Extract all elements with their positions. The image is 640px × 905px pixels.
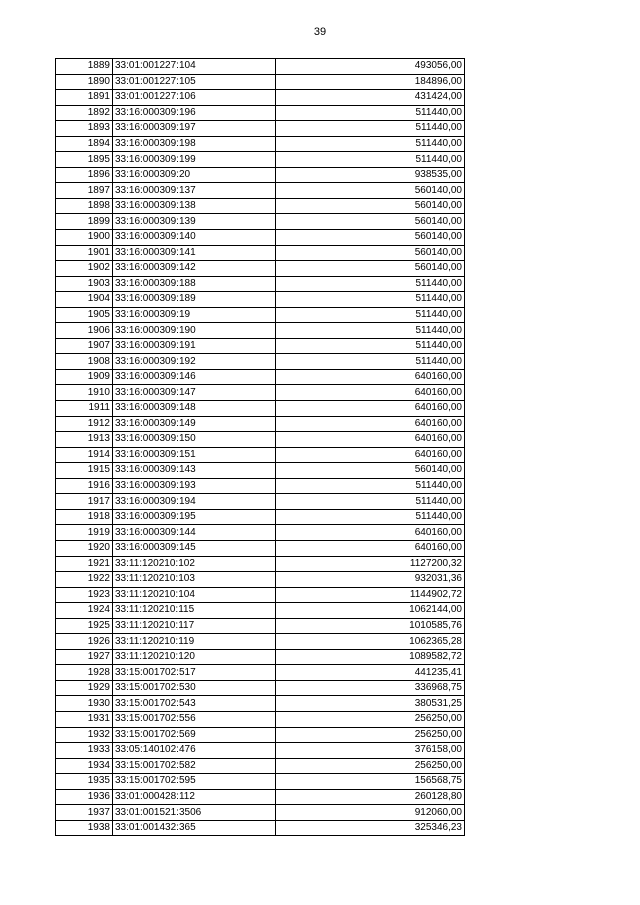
value-cell: 560140,00 — [276, 261, 465, 277]
cadastral-number-cell: 33:11:120210:117 — [113, 618, 276, 634]
value-cell: 336968,75 — [276, 680, 465, 696]
row-number-cell: 1902 — [56, 261, 113, 277]
table-row — [56, 587, 465, 603]
value-cell: 156568,75 — [276, 774, 465, 790]
table-row — [56, 167, 465, 183]
table-row — [56, 105, 465, 121]
value-cell: 560140,00 — [276, 183, 465, 199]
table-row — [56, 183, 465, 199]
value-cell: 560140,00 — [276, 214, 465, 230]
value-cell: 560140,00 — [276, 230, 465, 246]
cadastral-number-cell: 33:16:000309:145 — [113, 540, 276, 556]
row-number-cell: 1907 — [56, 338, 113, 354]
cadastral-number-cell: 33:01:001227:105 — [113, 74, 276, 90]
table-row — [56, 743, 465, 759]
table-row — [56, 230, 465, 246]
cadastral-number-cell: 33:01:001432:365 — [113, 820, 276, 836]
row-number-cell: 1916 — [56, 478, 113, 494]
value-cell: 932031,36 — [276, 572, 465, 588]
cadastral-number-cell: 33:16:000309:192 — [113, 354, 276, 370]
table-row — [56, 74, 465, 90]
value-cell: 640160,00 — [276, 540, 465, 556]
table-row — [56, 789, 465, 805]
table-row — [56, 90, 465, 106]
row-number-cell: 1896 — [56, 167, 113, 183]
value-cell: 511440,00 — [276, 354, 465, 370]
table-row — [56, 292, 465, 308]
cadastral-number-cell: 33:16:000309:139 — [113, 214, 276, 230]
value-cell: 640160,00 — [276, 525, 465, 541]
value-cell: 511440,00 — [276, 152, 465, 168]
row-number-cell: 1911 — [56, 401, 113, 417]
cadastral-number-cell: 33:01:001521:3506 — [113, 805, 276, 821]
table-row — [56, 214, 465, 230]
table-body — [56, 59, 465, 836]
value-cell: 912060,00 — [276, 805, 465, 821]
row-number-cell: 1935 — [56, 774, 113, 790]
value-cell: 511440,00 — [276, 121, 465, 137]
row-number-cell: 1930 — [56, 696, 113, 712]
row-number-cell: 1934 — [56, 758, 113, 774]
value-cell: 1062144,00 — [276, 603, 465, 619]
value-cell: 640160,00 — [276, 447, 465, 463]
table-row — [56, 354, 465, 370]
row-number-cell: 1895 — [56, 152, 113, 168]
cadastral-number-cell: 33:16:000309:148 — [113, 401, 276, 417]
table-row — [56, 152, 465, 168]
table-row — [56, 261, 465, 277]
table-row — [56, 680, 465, 696]
table-row — [56, 556, 465, 572]
value-cell: 1062365,28 — [276, 634, 465, 650]
table-row — [56, 385, 465, 401]
table-row — [56, 369, 465, 385]
table-row — [56, 540, 465, 556]
row-number-cell: 1918 — [56, 509, 113, 525]
row-number-cell: 1904 — [56, 292, 113, 308]
cadastral-number-cell: 33:11:120210:102 — [113, 556, 276, 572]
table-row — [56, 59, 465, 75]
value-cell: 511440,00 — [276, 338, 465, 354]
table-row — [56, 323, 465, 339]
table-row — [56, 758, 465, 774]
row-number-cell: 1901 — [56, 245, 113, 261]
value-cell: 1089582,72 — [276, 649, 465, 665]
table-row — [56, 121, 465, 137]
row-number-cell: 1898 — [56, 198, 113, 214]
cadastral-number-cell: 33:11:120210:115 — [113, 603, 276, 619]
row-number-cell: 1931 — [56, 711, 113, 727]
table-row — [56, 136, 465, 152]
cadastral-number-cell: 33:16:000309:194 — [113, 494, 276, 510]
cadastral-number-cell: 33:16:000309:138 — [113, 198, 276, 214]
row-number-cell: 1915 — [56, 463, 113, 479]
cadastral-number-cell: 33:16:000309:190 — [113, 323, 276, 339]
cadastral-number-cell: 33:11:120210:103 — [113, 572, 276, 588]
value-cell: 511440,00 — [276, 307, 465, 323]
cadastral-number-cell: 33:15:001702:569 — [113, 727, 276, 743]
cadastral-number-cell: 33:11:120210:104 — [113, 587, 276, 603]
table-row — [56, 416, 465, 432]
cadastral-number-cell: 33:16:000309:146 — [113, 369, 276, 385]
value-cell: 493056,00 — [276, 59, 465, 75]
value-cell: 560140,00 — [276, 198, 465, 214]
value-cell: 325346,23 — [276, 820, 465, 836]
value-cell: 1144902,72 — [276, 587, 465, 603]
value-cell: 511440,00 — [276, 105, 465, 121]
row-number-cell: 1928 — [56, 665, 113, 681]
table-row — [56, 727, 465, 743]
table-row — [56, 774, 465, 790]
row-number-cell: 1925 — [56, 618, 113, 634]
table-row — [56, 603, 465, 619]
value-cell: 511440,00 — [276, 478, 465, 494]
cadastral-number-cell: 33:16:000309:19 — [113, 307, 276, 323]
value-cell: 511440,00 — [276, 276, 465, 292]
table-row — [56, 649, 465, 665]
cadastral-number-cell: 33:05:140102:476 — [113, 743, 276, 759]
value-cell: 640160,00 — [276, 369, 465, 385]
row-number-cell: 1908 — [56, 354, 113, 370]
row-number-cell: 1927 — [56, 649, 113, 665]
cadastral-number-cell: 33:16:000309:189 — [113, 292, 276, 308]
row-number-cell: 1924 — [56, 603, 113, 619]
cadastral-number-cell: 33:16:000309:193 — [113, 478, 276, 494]
row-number-cell: 1910 — [56, 385, 113, 401]
value-cell: 256250,00 — [276, 758, 465, 774]
value-cell: 640160,00 — [276, 432, 465, 448]
value-cell: 1127200,32 — [276, 556, 465, 572]
table-row — [56, 634, 465, 650]
value-cell: 256250,00 — [276, 727, 465, 743]
row-number-cell: 1929 — [56, 680, 113, 696]
cadastral-number-cell: 33:16:000309:199 — [113, 152, 276, 168]
cadastral-number-cell: 33:01:001227:106 — [113, 90, 276, 106]
cadastral-number-cell: 33:16:000309:151 — [113, 447, 276, 463]
cadastral-number-cell: 33:16:000309:149 — [113, 416, 276, 432]
row-number-cell: 1890 — [56, 74, 113, 90]
cadastral-number-cell: 33:15:001702:543 — [113, 696, 276, 712]
cadastral-number-cell: 33:16:000309:195 — [113, 509, 276, 525]
value-cell: 1010585,76 — [276, 618, 465, 634]
row-number-cell: 1936 — [56, 789, 113, 805]
value-cell: 376158,00 — [276, 743, 465, 759]
value-cell: 511440,00 — [276, 509, 465, 525]
row-number-cell: 1892 — [56, 105, 113, 121]
cadastral-number-cell: 33:15:001702:582 — [113, 758, 276, 774]
data-table — [55, 58, 465, 836]
table-row — [56, 478, 465, 494]
value-cell: 938535,00 — [276, 167, 465, 183]
row-number-cell: 1917 — [56, 494, 113, 510]
table-row — [56, 245, 465, 261]
table-row — [56, 432, 465, 448]
value-cell: 560140,00 — [276, 245, 465, 261]
row-number-cell: 1923 — [56, 587, 113, 603]
row-number-cell: 1932 — [56, 727, 113, 743]
value-cell: 441235,41 — [276, 665, 465, 681]
table-row — [56, 696, 465, 712]
value-cell: 640160,00 — [276, 416, 465, 432]
row-number-cell: 1891 — [56, 90, 113, 106]
cadastral-number-cell: 33:16:000309:140 — [113, 230, 276, 246]
table-row — [56, 525, 465, 541]
row-number-cell: 1933 — [56, 743, 113, 759]
table-row — [56, 276, 465, 292]
row-number-cell: 1926 — [56, 634, 113, 650]
table-row — [56, 463, 465, 479]
table-row — [56, 338, 465, 354]
cadastral-number-cell: 33:16:000309:20 — [113, 167, 276, 183]
value-cell: 184896,00 — [276, 74, 465, 90]
table-row — [56, 509, 465, 525]
table-row — [56, 665, 465, 681]
table-row — [56, 447, 465, 463]
row-number-cell: 1921 — [56, 556, 113, 572]
row-number-cell: 1919 — [56, 525, 113, 541]
value-cell: 640160,00 — [276, 401, 465, 417]
value-cell: 260128,80 — [276, 789, 465, 805]
cadastral-number-cell: 33:15:001702:595 — [113, 774, 276, 790]
cadastral-number-cell: 33:16:000309:188 — [113, 276, 276, 292]
cadastral-number-cell: 33:01:000428:112 — [113, 789, 276, 805]
value-cell: 560140,00 — [276, 463, 465, 479]
cadastral-number-cell: 33:16:000309:137 — [113, 183, 276, 199]
value-cell: 511440,00 — [276, 292, 465, 308]
cadastral-number-cell: 33:16:000309:198 — [113, 136, 276, 152]
row-number-cell: 1899 — [56, 214, 113, 230]
row-number-cell: 1937 — [56, 805, 113, 821]
value-cell: 511440,00 — [276, 494, 465, 510]
value-cell: 431424,00 — [276, 90, 465, 106]
row-number-cell: 1912 — [56, 416, 113, 432]
cadastral-number-cell: 33:16:000309:196 — [113, 105, 276, 121]
row-number-cell: 1889 — [56, 59, 113, 75]
page-number: 39 — [313, 26, 327, 38]
cadastral-number-cell: 33:01:001227:104 — [113, 59, 276, 75]
cadastral-number-cell: 33:16:000309:144 — [113, 525, 276, 541]
cadastral-number-cell: 33:16:000309:147 — [113, 385, 276, 401]
table-row — [56, 401, 465, 417]
cadastral-number-cell: 33:16:000309:141 — [113, 245, 276, 261]
row-number-cell: 1897 — [56, 183, 113, 199]
table-row — [56, 805, 465, 821]
cadastral-number-cell: 33:15:001702:556 — [113, 711, 276, 727]
cadastral-number-cell: 33:16:000309:150 — [113, 432, 276, 448]
cadastral-number-cell: 33:15:001702:530 — [113, 680, 276, 696]
row-number-cell: 1900 — [56, 230, 113, 246]
table-row — [56, 494, 465, 510]
row-number-cell: 1914 — [56, 447, 113, 463]
table-row — [56, 618, 465, 634]
row-number-cell: 1905 — [56, 307, 113, 323]
row-number-cell: 1903 — [56, 276, 113, 292]
cadastral-number-cell: 33:16:000309:191 — [113, 338, 276, 354]
row-number-cell: 1894 — [56, 136, 113, 152]
value-cell: 511440,00 — [276, 323, 465, 339]
table-row — [56, 820, 465, 836]
table-row — [56, 572, 465, 588]
row-number-cell: 1922 — [56, 572, 113, 588]
value-cell: 511440,00 — [276, 136, 465, 152]
cadastral-number-cell: 33:11:120210:119 — [113, 634, 276, 650]
value-cell: 380531,25 — [276, 696, 465, 712]
row-number-cell: 1938 — [56, 820, 113, 836]
cadastral-number-cell: 33:16:000309:197 — [113, 121, 276, 137]
table-row — [56, 307, 465, 323]
row-number-cell: 1906 — [56, 323, 113, 339]
cadastral-number-cell: 33:11:120210:120 — [113, 649, 276, 665]
table-row — [56, 711, 465, 727]
cadastral-number-cell: 33:16:000309:143 — [113, 463, 276, 479]
row-number-cell: 1893 — [56, 121, 113, 137]
cadastral-number-cell: 33:15:001702:517 — [113, 665, 276, 681]
value-cell: 640160,00 — [276, 385, 465, 401]
table-row — [56, 198, 465, 214]
row-number-cell: 1909 — [56, 369, 113, 385]
cadastral-number-cell: 33:16:000309:142 — [113, 261, 276, 277]
row-number-cell: 1913 — [56, 432, 113, 448]
row-number-cell: 1920 — [56, 540, 113, 556]
value-cell: 256250,00 — [276, 711, 465, 727]
